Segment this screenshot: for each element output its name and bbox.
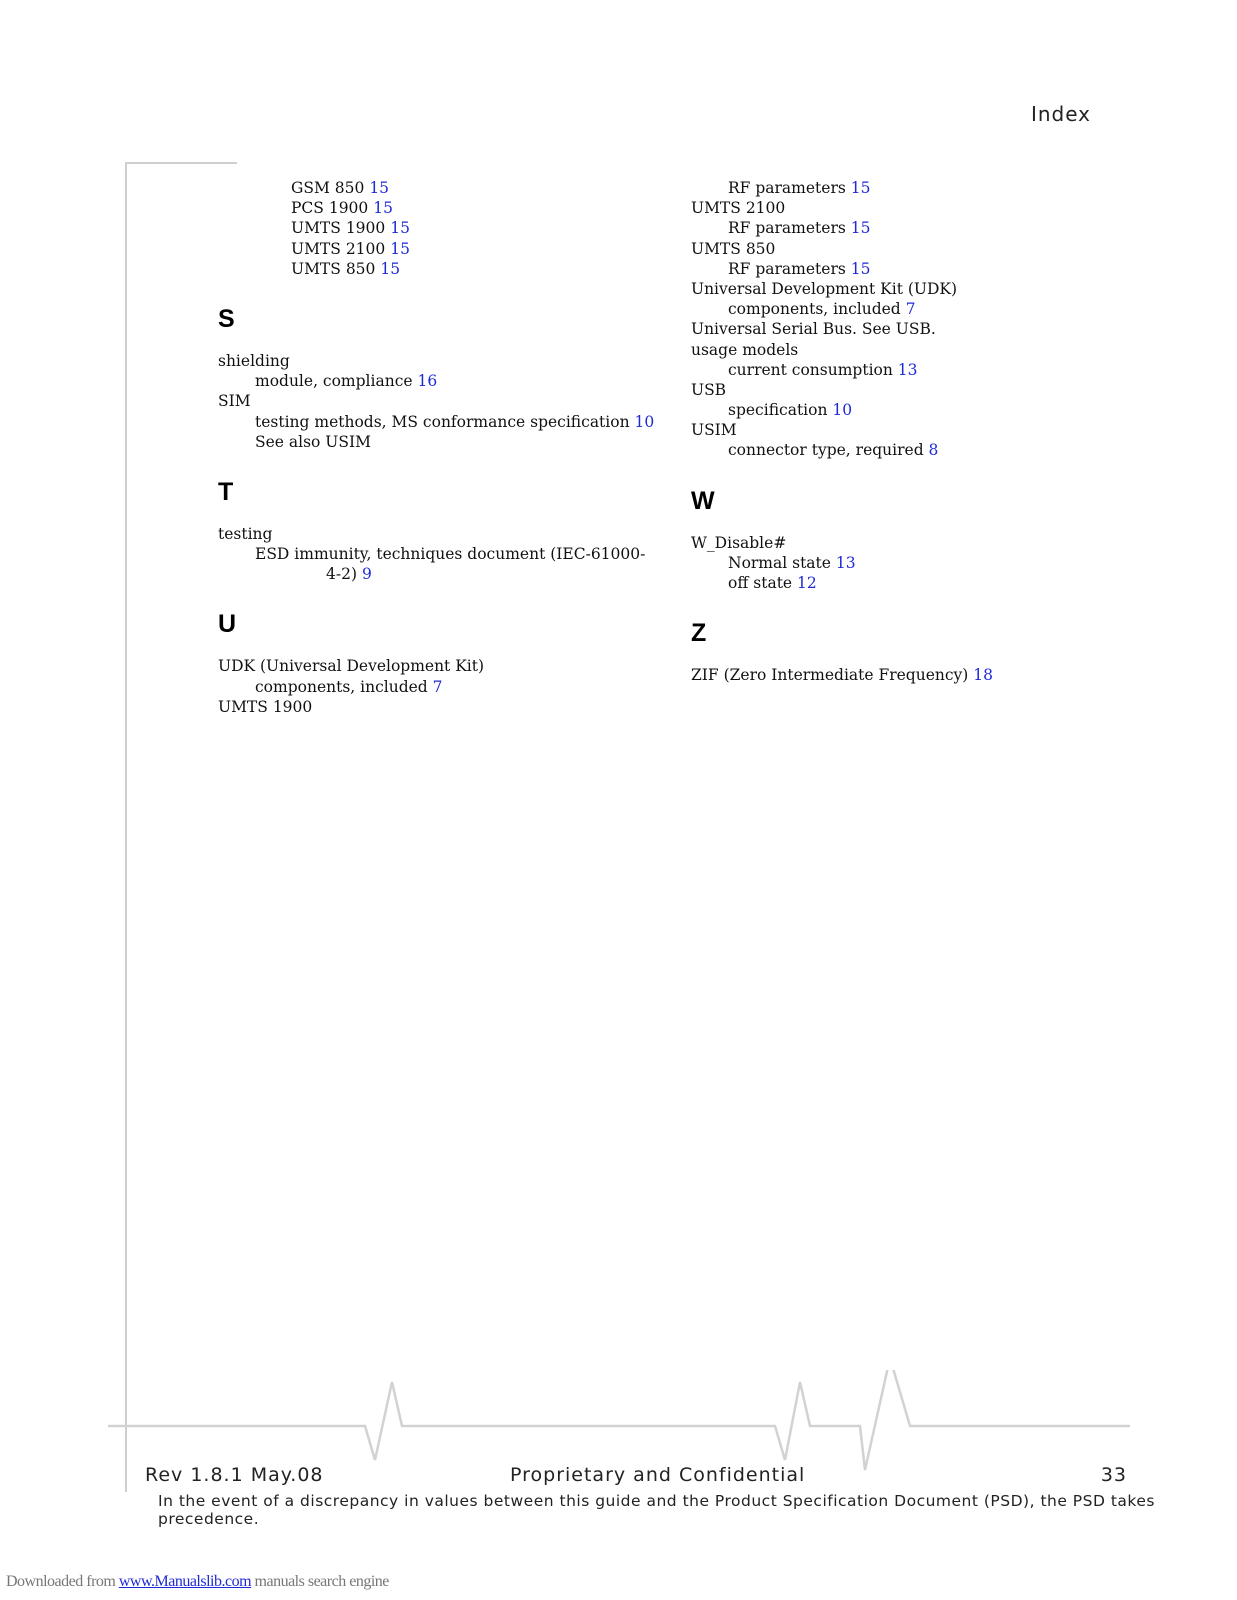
index-subentry-continuation [218,564,618,584]
entry-text: USIM [691,421,737,440]
entry-text: 4-2) [326,565,362,584]
page-link[interactable]: 12 [797,574,817,592]
entry-text: usage models [691,340,799,359]
index-entry [218,218,618,238]
index-entry [691,279,1111,299]
download-bar [6,1573,389,1591]
page-link[interactable]: 7 [432,677,443,696]
entry-text: GSM 850 [291,179,370,197]
page-link[interactable]: 9 [361,565,372,584]
top-margin-rule [125,162,237,164]
index-entry: UDK (Universal Development Kit) [218,657,485,676]
entry-text: module, compliance [255,372,418,391]
footer-page-number: 33 [1100,1464,1127,1486]
page-link[interactable]: 10 [832,401,853,420]
section-letter-s: S [218,304,235,333]
entry-text: testing methods, MS conformance specification [255,412,635,431]
page-link[interactable]: 15 [390,219,410,238]
index-subentry [218,412,655,432]
page-link[interactable]: 8 [928,441,939,460]
index-entry [218,198,618,218]
index-entry: testing [218,524,273,543]
page-link[interactable]: 15 [850,219,871,238]
entry-text: ZIF (Zero Intermediate Frequency) [691,666,974,685]
entry-text: USB [691,380,727,399]
index-subentry [218,371,618,391]
page-link[interactable]: 15 [369,179,390,197]
entry-text: UMTS 850 [291,259,381,278]
footer-note: In the event of a discrepancy in values between this guide and the Product Specification Document (PSD), the PSD takes precedence. [158,1492,1155,1528]
index-right-column [691,178,1111,685]
index-subentry [691,440,1111,460]
entry-text: specification [728,401,833,420]
entry-text: off state [728,574,798,592]
section-letter-u: U [218,610,237,639]
page-link[interactable]: 15 [390,239,410,258]
page-link[interactable]: 7 [905,300,916,319]
index-entry: UMTS 1900 [218,697,313,716]
page-header-title: Index [1030,102,1091,126]
index-subentry [691,400,1111,420]
index-entry [691,198,1111,218]
index-entry [218,259,618,279]
entry-text: UMTS 850 [691,239,776,258]
download-suffix: manuals search engine [251,1573,389,1590]
index-entry [218,239,618,259]
right-entry-list [691,178,1111,461]
entry-text: Universal Serial Bus. See USB. [691,320,936,339]
section-letter-t: T [218,477,234,506]
index-entry [691,319,1111,339]
download-prefix: Downloaded from [6,1573,119,1590]
entry-text: UMTS 2100 [691,199,786,218]
entry-text: RF parameters [728,179,851,197]
footer-revision: Rev 1.8.1 May.08 [145,1464,324,1486]
index-subentry [218,544,646,564]
section-letter-z: Z [691,619,707,648]
entry-text: current consumption [728,360,898,379]
index-entry: shielding [218,351,290,370]
index-subentry [691,360,1111,380]
entry-text: PCS 1900 [291,199,374,218]
index-subentry [691,553,1111,573]
page-link[interactable]: 16 [417,372,438,391]
page-link[interactable]: 15 [850,259,871,278]
entry-text: ESD immunity, techniques document (IEC-61000- [255,545,646,564]
index-subentry [691,573,1111,593]
page-link[interactable]: 13 [835,553,856,572]
index-entry [691,340,1111,360]
page-link[interactable]: 15 [373,199,393,218]
section-letter-w: W [691,486,715,515]
index-entry [691,239,1111,259]
page-link[interactable]: 13 [897,360,918,379]
left-margin-rule [125,162,127,1492]
entry-text: RF parameters [728,259,851,278]
index-subentry [218,677,618,697]
entry-text: Universal Development Kit (UDK) [691,279,958,298]
index-subentry [691,178,1111,198]
entry-text: RF parameters [728,219,851,238]
entry-text: components, included [728,300,906,319]
index-subentry [691,218,1111,238]
index-entry [691,420,1111,440]
page-link[interactable]: 15 [850,179,871,197]
page-link[interactable]: 10 [634,412,655,431]
index-entry [691,380,1111,400]
entry-text: UMTS 1900 [291,219,391,238]
index-entry [218,178,618,198]
entry-text: components, included [255,677,433,696]
index-entry: SIM [218,392,251,411]
index-subentry [691,259,1111,279]
page-link[interactable]: 15 [380,259,401,278]
index-entry: W_Disable# [691,533,787,552]
entry-text: Normal state [728,553,836,572]
manualslib-link[interactable]: www.Manualslib.com [118,1573,252,1590]
index-subentry [691,299,1111,319]
index-entry [691,665,1111,685]
index-left-column [218,178,655,717]
index-subentry: See also USIM [255,432,371,451]
entry-text: connector type, required [728,441,929,460]
entry-text: UMTS 2100 [291,239,391,258]
page-link[interactable]: 18 [973,666,994,685]
footer-confidential: Proprietary and Confidential [510,1464,806,1486]
